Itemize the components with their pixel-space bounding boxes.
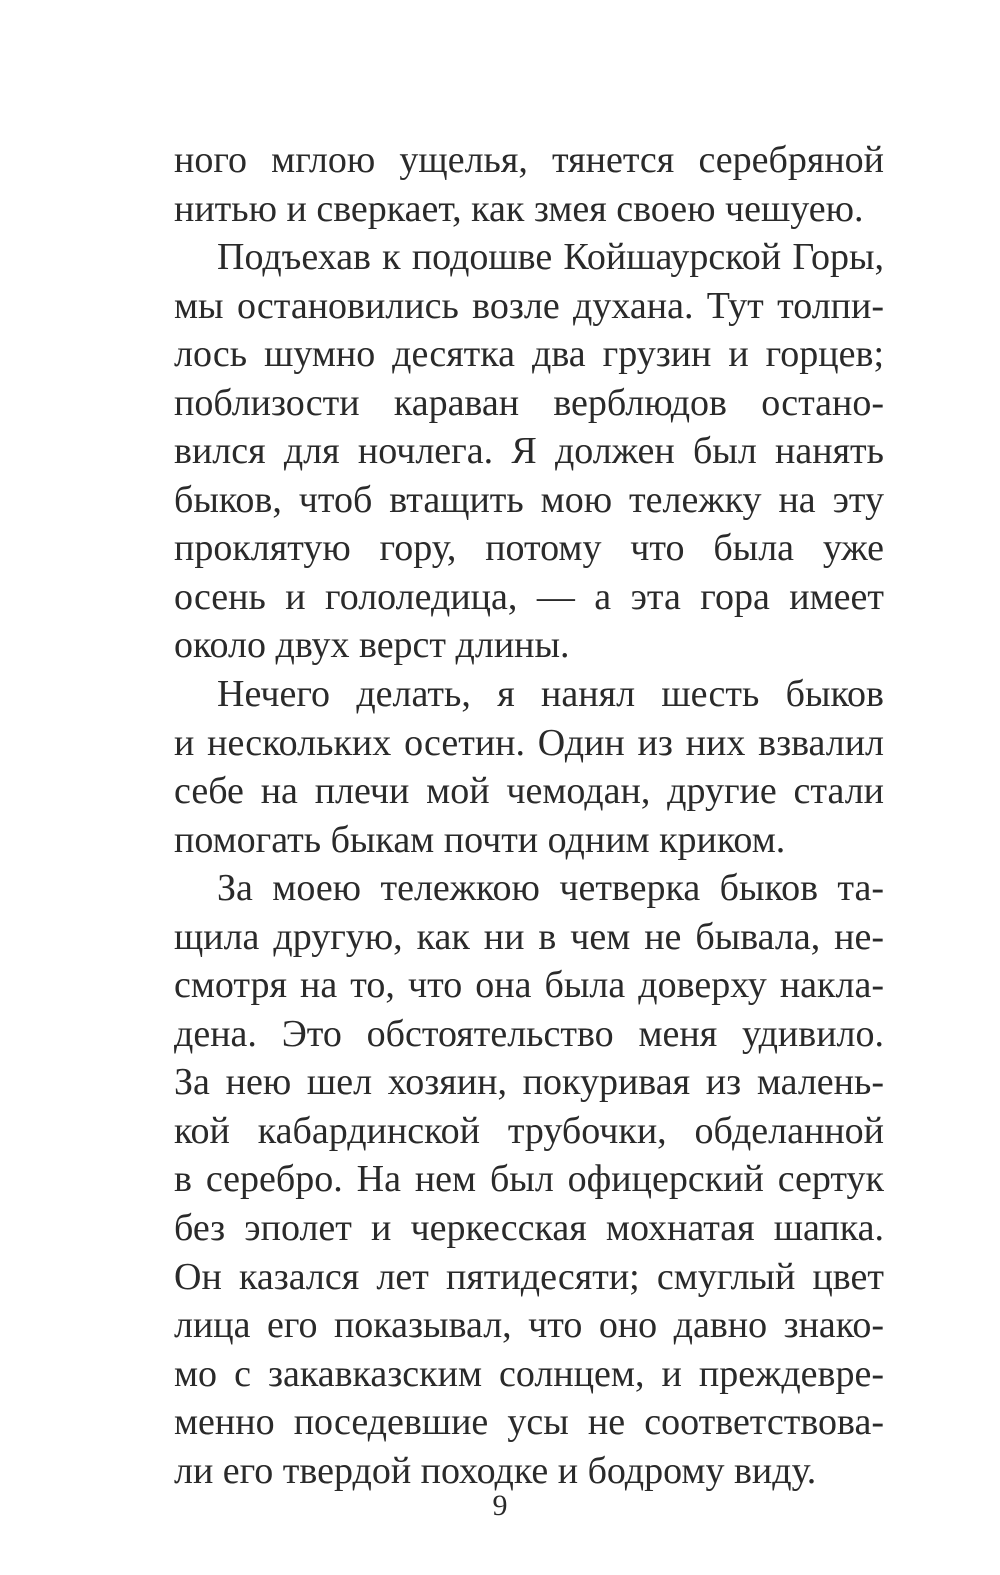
text-line: помогать быкам почти одним криком. — [174, 818, 786, 861]
text-line: поблизости караван верблюдов остано- — [174, 381, 884, 424]
text-line: быков, чтоб втащить мою тележку на эту — [174, 478, 884, 521]
text-line: щила другую, как ни в чем не бывала, не- — [174, 915, 884, 958]
text-line: около двух верст длины. — [174, 624, 570, 667]
text-line: ного мглою ущелья, тянется серебряной — [174, 139, 884, 181]
text-line: проклятую гору, потому что была уже — [174, 527, 884, 570]
paragraph — [174, 864, 884, 1495]
text-line: менно поседевшие усы не соответствова- — [174, 1401, 884, 1444]
text-line: лось шумно десятка два грузин и горцев; — [174, 333, 884, 376]
text-line: лица его показывал, что оно давно знако- — [174, 1304, 884, 1347]
text-line: вился для ночлега. Я должен был нанять — [174, 430, 884, 473]
text-line: кой кабардинской трубочки, обделанной — [174, 1109, 884, 1152]
text-line: Нечего делать, я нанял шесть быков — [217, 673, 884, 716]
text-line: мы остановились возле духана. Тут толпи- — [174, 284, 884, 327]
text-line: ли его твердой походке и бодрому виду. — [174, 1449, 817, 1492]
text-line: За моею тележкою четверка быков та- — [217, 867, 884, 910]
text-line: Подъехав к подошве Койшаурской Горы, — [217, 236, 884, 279]
paragraph — [174, 670, 884, 864]
paragraph — [174, 233, 884, 670]
text-line: мо с закавказским солнцем, и преждевре- — [174, 1352, 884, 1395]
text-line: Он казался лет пятидесяти; смуглый цвет — [174, 1255, 884, 1298]
page-text — [174, 136, 884, 1495]
page-number: 9 — [492, 1489, 508, 1522]
text-line: и нескольких осетин. Один из них взвалил — [174, 721, 884, 764]
text-line: За нею шел хозяин, покуривая из малень- — [174, 1061, 884, 1104]
text-line: в серебро. На нем был офицерский сертук — [174, 1158, 884, 1201]
text-line: себе на плечи мой чемодан, другие стали — [174, 770, 884, 813]
paragraph — [174, 136, 884, 233]
text-line: нитью и сверкает, как змея своею чешуею. — [174, 187, 864, 230]
text-line: без эполет и черкесская мохнатая шапка. — [174, 1207, 884, 1250]
text-line: дена. Это обстоятельство меня удивило. — [174, 1012, 884, 1055]
text-line: осень и гололедица, — а эта гора имеет — [174, 575, 884, 618]
text-line: смотря на то, что она была доверху накла- — [174, 964, 884, 1007]
